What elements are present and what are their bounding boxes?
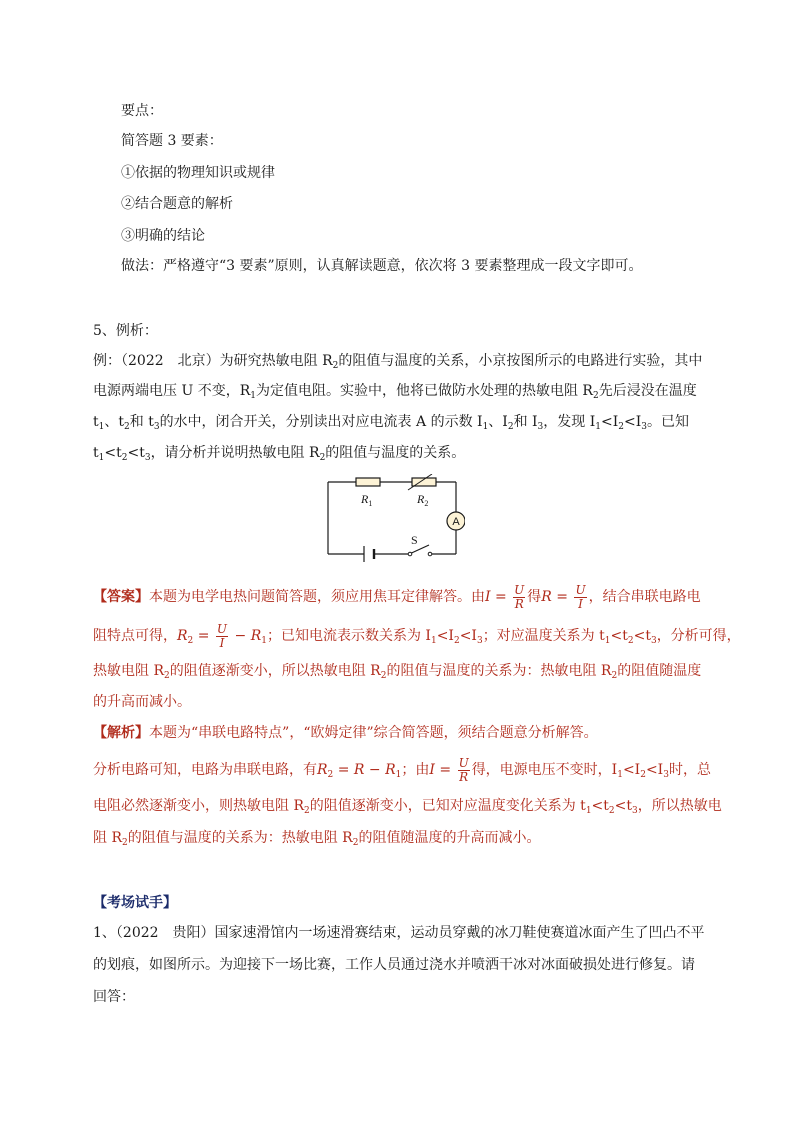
analysis-line-1: 【解析】本题为“串联电路特点”，“欧姆定律”综合简答题，须结合题意分析解答。 xyxy=(93,725,598,741)
answer-tag: 【答案】 xyxy=(93,589,149,605)
example-heading: 5、例析： xyxy=(93,323,158,339)
answer-line-2: 阻特点可得，$R_2$ = $\frac{U}{I}$ − $R_1$；已知电流表示数关系为 $I_1<I_2<I_3$；对应温度关系为 $t_1<t_2<t_3$，分析可得， xyxy=(93,621,741,650)
r2-label: $R_2$ xyxy=(417,492,429,508)
points-heading: 要点： xyxy=(121,103,163,119)
points-method: 做法：严格遵守“3 要素”原则，认真解读题意，依次将 3 要素整理成一段文字即可。 xyxy=(121,258,643,274)
example-question-line-2: 电源两端电压 U 不变，$R_1$为定值电阻。实验中，他将已做防水处理的热敏电阻 $R_2$先后浸没在温度 xyxy=(93,383,697,401)
example-question-line-3: $t_1$、$t_2$和 $t_3$的水中，闭合开关，分别读出对应电流表 A 的示数 $I_1$、$I_2$和 $I_3$，发现 $I_1<I_2<I_3$。已知 xyxy=(93,414,689,432)
answer-line-4: 的升高而减小。 xyxy=(93,694,191,710)
points-subheading: 简答题 3 要素： xyxy=(121,133,223,149)
example-question-line-4: $t_1<t_2<t_3$，请分析并说明热敏电阻 $R_2$的阻值与温度的关系。 xyxy=(93,445,466,463)
switch-contact-left xyxy=(408,552,412,556)
switch-contact-right xyxy=(428,552,432,556)
r1-label: $R_1$ xyxy=(361,492,373,508)
example-question-line-1: 例：（2022 北京）为研究热敏电阻 $R_2$的阻值与温度的关系，小京按图所示的电路进行实验，其中 xyxy=(93,353,703,371)
trial-question-line-2: 的划痕，如图所示。为迎接下一场比赛，工作人员通过浇水并喷洒干冰对冰面破损处进行修复。请 xyxy=(93,957,695,973)
trial-heading: 【考场试手】 xyxy=(93,895,177,911)
formula-ohms-law: $\frac{U}{R}$ xyxy=(458,755,469,784)
points-item-3: ③明确的结论 xyxy=(121,228,205,244)
analysis-line-2: 分析电路可知，电路为串联电路，有$R_2 = R - R_1$；由I = $\frac{U}{R}$ 得，电源电压不变时，$I_1<I_2<I_3$时，总 xyxy=(93,755,711,784)
trial-question-line-1: 1、（2022 贵阳）国家速滑馆内一场速滑赛结束，运动员穿戴的冰刀鞋使赛道冰面产生了凹凸不平 xyxy=(93,925,705,941)
answer-line-3: 热敏电阻 $R_2$的阻值逐渐变小，所以热敏电阻 $R_2$的阻值与温度的关系为：热敏电阻 $R_2$的阻值随温度 xyxy=(93,663,702,681)
points-item-1: ①依据的物理知识或规律 xyxy=(121,165,275,181)
formula-r2: $\frac{U}{I}$ xyxy=(216,621,228,650)
ammeter-label: A xyxy=(452,516,460,528)
analysis-line-3: 电阻必然逐渐变小，则热敏电阻 $R_2$的阻值逐渐变小，已知对应温度变化关系为 $t_1<t_2<t_3$，所以热敏电 xyxy=(93,798,722,816)
formula-u-over-r: $\frac{U}{R}$ xyxy=(514,582,525,611)
trial-question-line-3: 回答： xyxy=(93,989,135,1005)
analysis-tag: 【解析】 xyxy=(93,725,149,741)
switch-label: S xyxy=(411,533,418,547)
answer-line-1: 【答案】本题为电学电热问题简答题，须应用焦耳定律解答。由I = $\frac{U}{R}$ 得R = $\frac{U}{I}$ ，结合串联电路电 xyxy=(93,582,701,611)
resistor-r1-symbol xyxy=(356,478,380,486)
formula-u-over-i: $\frac{U}{I}$ xyxy=(575,582,586,611)
points-item-2: ②结合题意的解析 xyxy=(121,196,233,212)
analysis-line-4: 阻 $R_2$的阻值与温度的关系为：热敏电阻 $R_2$的阻值随温度的升高而减小。 xyxy=(93,830,541,848)
circuit-diagram xyxy=(320,474,465,564)
